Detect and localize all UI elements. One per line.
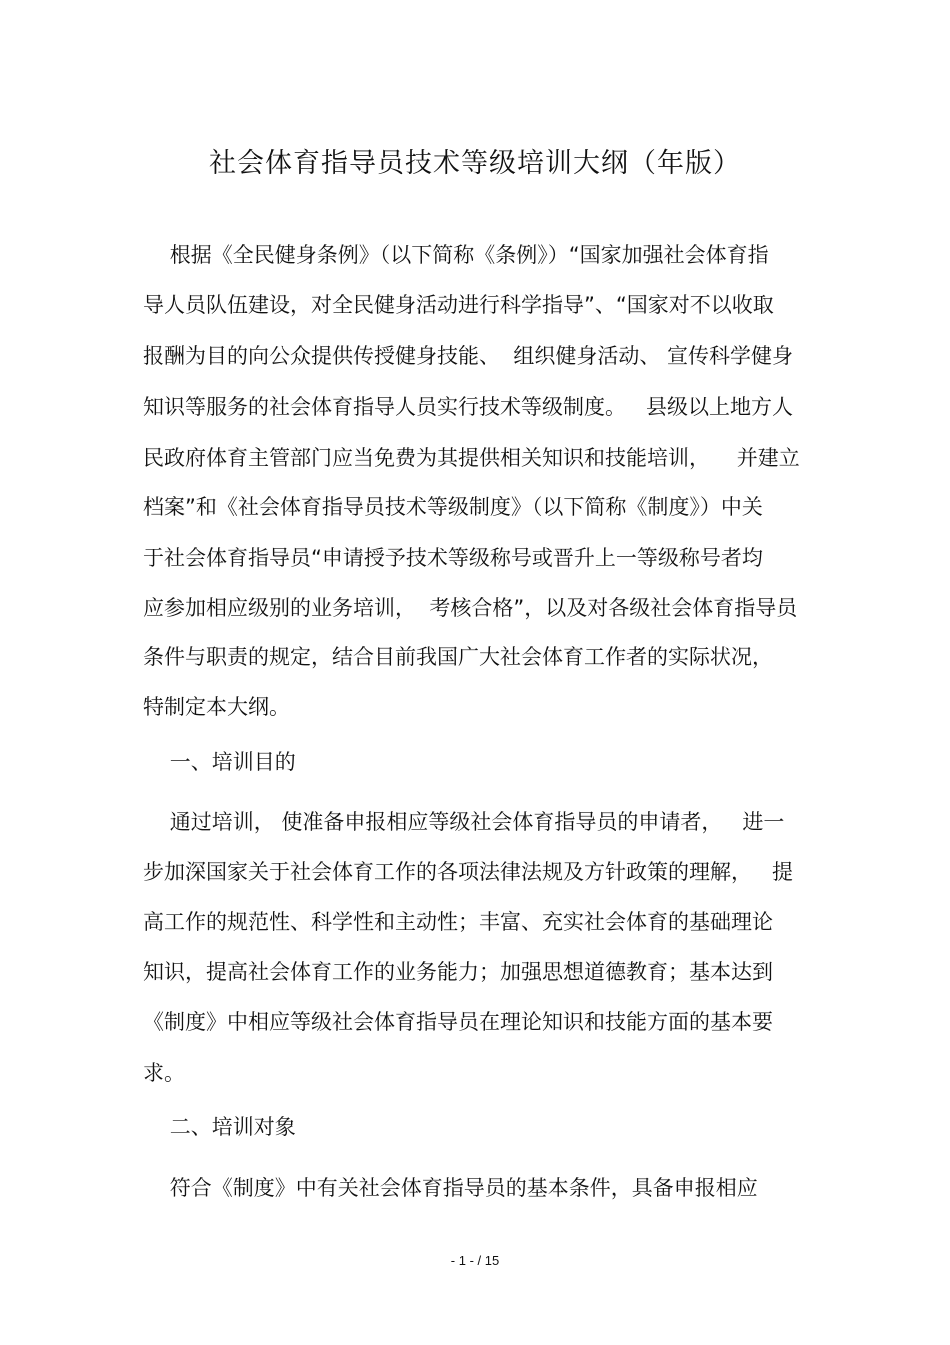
- page-number: - 1 - / 15: [450, 1253, 500, 1268]
- body-line: 于社会体育指导员“申请授予技术等级称号或晋升上一等级称号者均: [143, 546, 763, 570]
- body-line: 通过培训， 使准备申报相应等级社会体育指导员的申请者， 进一: [143, 810, 785, 834]
- body-line: 应参加相应级别的业务培训， 考核合格”，以及对各级社会体育指导员: [143, 596, 798, 620]
- section-heading-purpose: 一、培训目的: [143, 750, 296, 774]
- body-line: 档案”和《社会体育指导员技术等级制度》（以下简称《制度》）中关: [143, 495, 763, 519]
- body-line: 符合《制度》中有关社会体育指导员的基本条件，具备申报相应: [143, 1176, 758, 1200]
- body-line: 高工作的规范性、科学性和主动性；丰富、充实社会体育的基础理论: [143, 910, 773, 934]
- body-line: 知识，提高社会体育工作的业务能力；加强思想道德教育；基本达到: [143, 960, 773, 984]
- body-line: 求。: [143, 1061, 185, 1085]
- body-line: 条件与职责的规定，结合目前我国广大社会体育工作者的实际状况，: [143, 645, 773, 669]
- section-heading-targets: 二、培训对象: [143, 1115, 296, 1139]
- body-line: 民政府体育主管部门应当免费为其提供相关知识和技能培训， 并建立: [143, 446, 800, 470]
- body-line: 报酬为目的向公众提供传授健身技能、 组织健身活动、 宣传科学健身: [143, 344, 794, 368]
- body-line: 知识等服务的社会体育指导人员实行技术等级制度。 县级以上地方人: [143, 395, 794, 419]
- body-line: 步加深国家关于社会体育工作的各项法律法规及方针政策的理解， 提: [143, 860, 794, 884]
- body-line: 《制度》中相应等级社会体育指导员在理论知识和技能方面的基本要: [143, 1010, 773, 1034]
- body-line: 导人员队伍建设，对全民健身活动进行科学指导”、“国家对不以收取: [143, 293, 774, 317]
- document-title: 社会体育指导员技术等级培训大纲（年版）: [209, 148, 741, 179]
- body-line: 特制定本大纲。: [143, 695, 290, 719]
- body-line: 根据《全民健身条例》（以下简称《条例》）“国家加强社会体育指: [143, 243, 769, 267]
